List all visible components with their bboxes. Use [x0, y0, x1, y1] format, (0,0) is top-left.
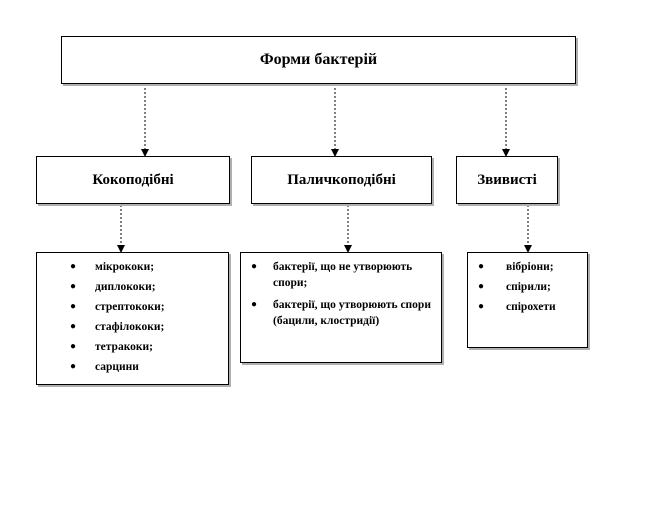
list-item	[468, 259, 587, 275]
category-rods-label: Паличкоподібні	[287, 171, 396, 188]
list-item	[37, 339, 228, 355]
list-item-text: мікрококи;	[95, 261, 155, 273]
bullet-icon: ●	[70, 321, 77, 332]
list-item-text: спірохети	[506, 301, 556, 313]
rods-list	[241, 259, 441, 329]
diagram-title-box	[61, 36, 576, 84]
bullet-icon: ●	[70, 281, 77, 292]
category-rods-box	[251, 156, 432, 204]
list-item	[37, 279, 228, 295]
list-item	[241, 259, 441, 291]
bullet-icon: ●	[251, 299, 258, 310]
list-item-text: сарцини	[95, 361, 139, 373]
bullet-icon: ●	[478, 281, 485, 292]
bullet-icon: ●	[70, 261, 77, 272]
list-item	[468, 279, 587, 295]
list-item-text: спірили;	[506, 281, 551, 293]
bullet-icon: ●	[478, 301, 485, 312]
bullet-icon: ●	[251, 261, 258, 272]
list-item	[241, 297, 441, 329]
list-item	[37, 299, 228, 315]
spiral-list-box	[467, 252, 588, 348]
bullet-icon: ●	[70, 341, 77, 352]
list-item-text: стрептококи;	[95, 301, 165, 313]
list-item-text: стафілококи;	[95, 321, 165, 333]
list-item	[37, 319, 228, 335]
list-item-text: тетракоки;	[95, 341, 153, 353]
list-item	[37, 259, 228, 275]
list-item-text: бактерії, що утворюють спори (бацили, клостридії)	[273, 299, 431, 327]
list-item	[468, 299, 587, 315]
bullet-icon: ●	[70, 301, 77, 312]
bullet-icon: ●	[478, 261, 485, 272]
list-item-text: вібріони;	[506, 261, 554, 273]
cocci-list-box	[36, 252, 229, 385]
bullet-icon: ●	[70, 361, 77, 372]
category-spiral-label: Звивисті	[477, 171, 537, 188]
spiral-list	[468, 259, 587, 315]
rods-list-box	[240, 252, 442, 363]
category-cocci-label: Кокоподібні	[92, 171, 174, 188]
list-item	[37, 359, 228, 375]
list-item-text: диплококи;	[95, 281, 156, 293]
category-spiral-box	[456, 156, 558, 204]
list-item-text: бактерії, що не утворюють спори;	[273, 261, 413, 289]
cocci-list	[37, 259, 228, 375]
category-cocci-box	[36, 156, 230, 204]
diagram-title: Форми бактерій	[259, 51, 378, 68]
